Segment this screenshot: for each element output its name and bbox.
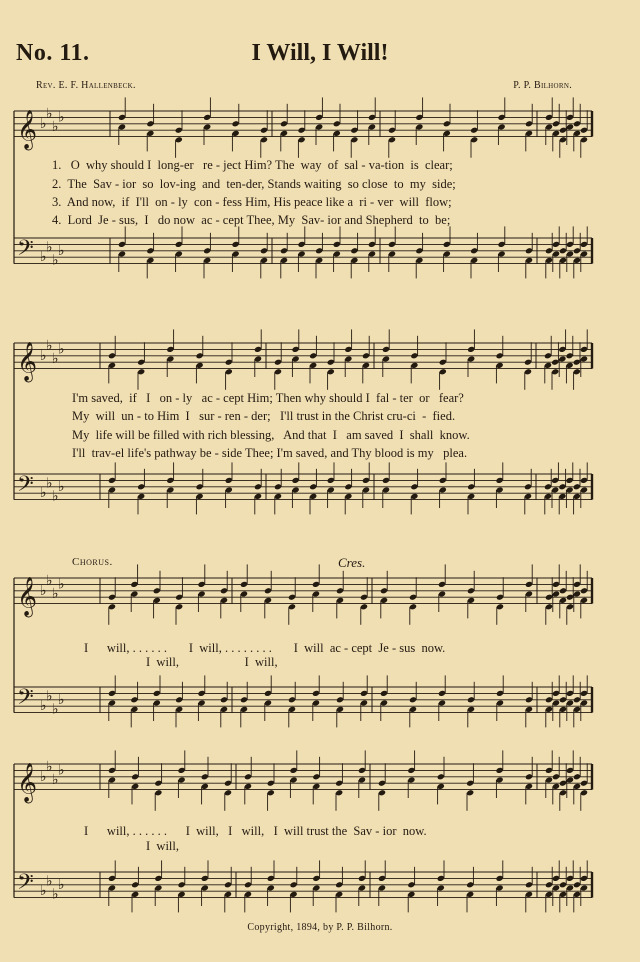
bass-clef: 𝄢: [17, 685, 34, 716]
flat-sign: ♭: [58, 762, 65, 779]
flat-sign: ♭: [46, 338, 53, 355]
verse-3-line-2: My life will be filled with rich blessing, And that I am saved I shall know.: [72, 428, 470, 442]
flat-sign: ♭: [46, 873, 53, 890]
flat-sign: ♭: [58, 242, 65, 259]
bass-clef: 𝄢: [17, 870, 34, 901]
flat-sign: ♭: [40, 115, 47, 132]
hymn-title: I Will, I Will!: [251, 40, 389, 66]
verse-4-line-2: I'll trav-el life's pathway be - side Thee; I'm saved, and Thy blood is my plea.: [72, 446, 468, 460]
flat-sign: ♭: [46, 573, 53, 590]
flat-sign: ♭: [46, 475, 53, 492]
cres-marking: Cres.: [338, 555, 366, 570]
copyright-notice: Copyright, 1894, by P. P. Bilhorn.: [247, 922, 393, 933]
flat-sign: ♭: [52, 586, 59, 602]
flat-sign: ♭: [40, 485, 47, 502]
flat-sign: ♭: [46, 688, 53, 705]
flat-sign: ♭: [40, 698, 47, 715]
flat-sign: ♭: [52, 886, 59, 903]
flat-sign: ♭: [52, 488, 59, 505]
flat-sign: ♭: [52, 351, 59, 367]
verse-1-line-2: I'm saved, if I on - ly ac - cept Him; Then why should I fal - ter or fear?: [72, 391, 464, 405]
flat-sign: ♭: [52, 772, 59, 788]
flat-sign: ♭: [40, 883, 47, 900]
bass-clef: 𝄢: [17, 236, 34, 267]
flat-sign: ♭: [52, 252, 59, 269]
verse-1-line-1: 1. O why should I long-er re - ject Him? The way of sal - va-tion is clear;: [52, 158, 453, 172]
flat-sign: ♭: [58, 576, 65, 593]
chorus-line-2-lyrics: I will, . . . . . . I will, I will, I will trust the Sav - ior now.: [84, 824, 427, 838]
chorus-label: Chorus.: [72, 556, 113, 568]
flat-sign: ♭: [58, 691, 65, 708]
chorus-line-2-echo: I will,: [146, 839, 179, 853]
flat-sign: ♭: [40, 582, 47, 599]
chorus-line-1-echo: I will, I will,: [146, 655, 278, 669]
composer-credit: P. P. Bilhorn.: [513, 80, 572, 91]
flat-sign: ♭: [40, 347, 47, 364]
flat-sign: ♭: [52, 119, 59, 135]
verse-2-line-2: My will un - to Him I sur - ren - der; I'll trust in the Christ cru-ci - fied.: [72, 409, 456, 423]
treble-clef: 𝄞: [17, 109, 38, 150]
flat-sign: ♭: [58, 109, 65, 126]
flat-sign: ♭: [46, 759, 53, 776]
treble-clef: 𝄞: [17, 341, 38, 382]
bass-clef: 𝄢: [17, 472, 34, 503]
hymn-number: No. 11.: [16, 40, 90, 66]
verse-2-line-1: 2. The Sav - ior so lov-ing and ten-der, Stands waiting so close to my side;: [52, 177, 456, 191]
author-credit: Rev. E. F. Hallenbeck.: [36, 80, 136, 91]
flat-sign: ♭: [58, 341, 65, 358]
flat-sign: ♭: [40, 249, 47, 266]
treble-clef: 𝄞: [17, 576, 38, 617]
chorus-line-1-lyrics: I will, . . . . . . I will, . . . . . . . . I will ac - cept Je - sus now.: [84, 641, 446, 655]
flat-sign: ♭: [46, 239, 53, 256]
treble-clef: 𝄞: [17, 762, 38, 803]
verse-3-line-1: 3. And now, if I'll on - ly con - fess Him, His peace like a ri - ver will flow;: [52, 195, 452, 209]
flat-sign: ♭: [52, 701, 59, 718]
verse-4-line-1: 4. Lord Je - sus, I do now ac - cept Thee, My Sav- ior and Shepherd to be;: [52, 213, 451, 227]
flat-sign: ♭: [58, 876, 65, 893]
flat-sign: ♭: [58, 478, 65, 495]
flat-sign: ♭: [40, 768, 47, 785]
flat-sign: ♭: [46, 106, 53, 123]
